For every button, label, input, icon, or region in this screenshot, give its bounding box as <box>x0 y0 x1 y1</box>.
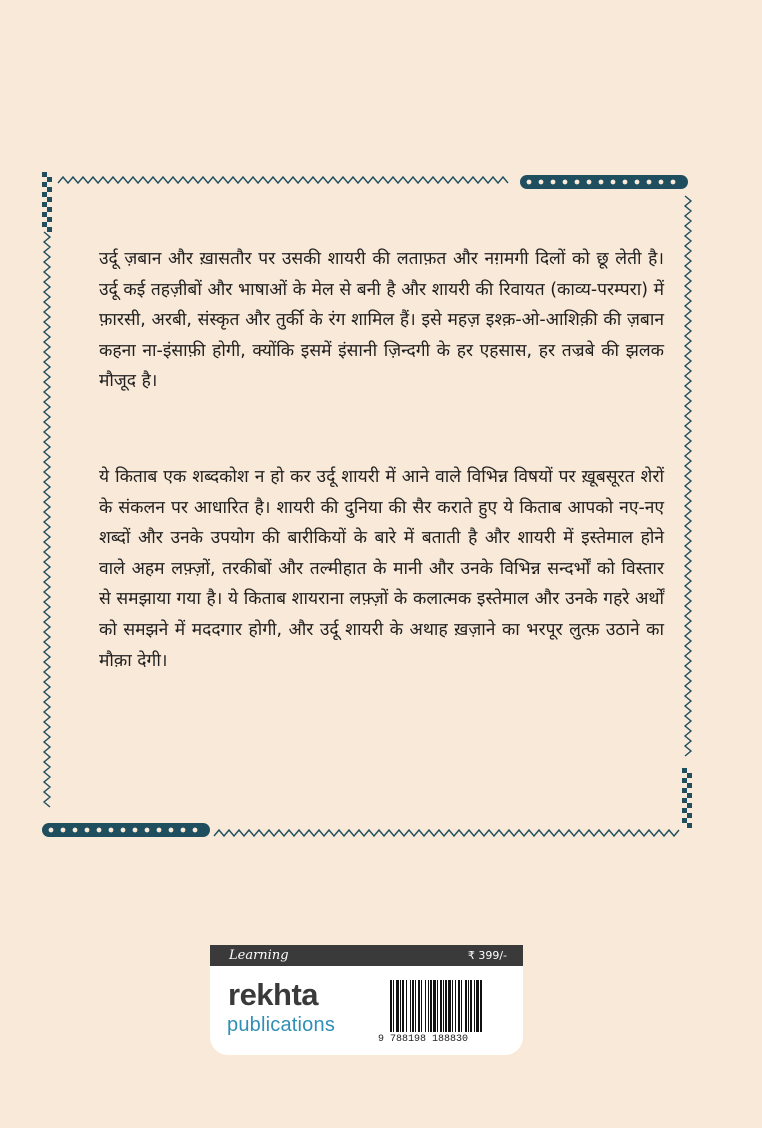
publisher-logo-name: rekhta <box>228 977 319 1012</box>
publisher-label <box>210 945 523 1055</box>
publisher-logo-subtitle: publications <box>227 1014 336 1036</box>
isbn-digits: 9 788198 188830 <box>378 1034 469 1045</box>
category-label: Learning <box>229 948 289 963</box>
barcode-icon <box>388 980 508 1032</box>
label-bar <box>210 945 523 966</box>
price-label: ₹ 399/- <box>467 949 507 962</box>
blurb-paragraph-1: उर्दू ज़बान और ख़ासतौर पर उसकी शायरी की लताफ़त और नग़मगी दिलों को छू लेती है। उर्दू कई तहज़ीबों और भाषाओं के मेल से बनी है और शायरी की रिवायत (काव्य-परम्परा) में फ़ारसी, अरबी, संस्कृत और तुर्की के रंग शामिल हैं। इसे महज़ इश्क़-ओ-आशिक़ी की ज़बान कहना ना-इंसाफ़ी होगी, क्योंकि इसमें इंसानी ज़िन्दगी के हर एहसास, हर तज्रबे की झलक मौजूद है। <box>99 249 664 392</box>
blurb-paragraph-2: ये किताब एक शब्दकोश न हो कर उर्दू शायरी में आने वाले विभिन्न विषयों पर ख़ूबसूरत शेरों के संकलन पर आधारित है। शायरी की दुनिया की सैर कराते हुए ये किताब आपको नए-नए शब्दों और उनके उपयोग की बारीकियों के बारे में बताती है और शायरी में इस्तेमाल होने वाले अहम लफ़्ज़ों, तरकीबों और तल्मीहात के मानी और उनके विभिन्न सन्दर्भों को विस्तार से समझाया गया है। ये किताब शायराना लफ़्ज़ों के कलात्मक इस्तेमाल और उनके गहरे अर्थों को समझने में मददगार होगी, और उर्दू शायरी के अथाह ख़ज़ाने का भरपूर लुत्फ़ उठाने का मौक़ा देगी। <box>99 467 664 671</box>
